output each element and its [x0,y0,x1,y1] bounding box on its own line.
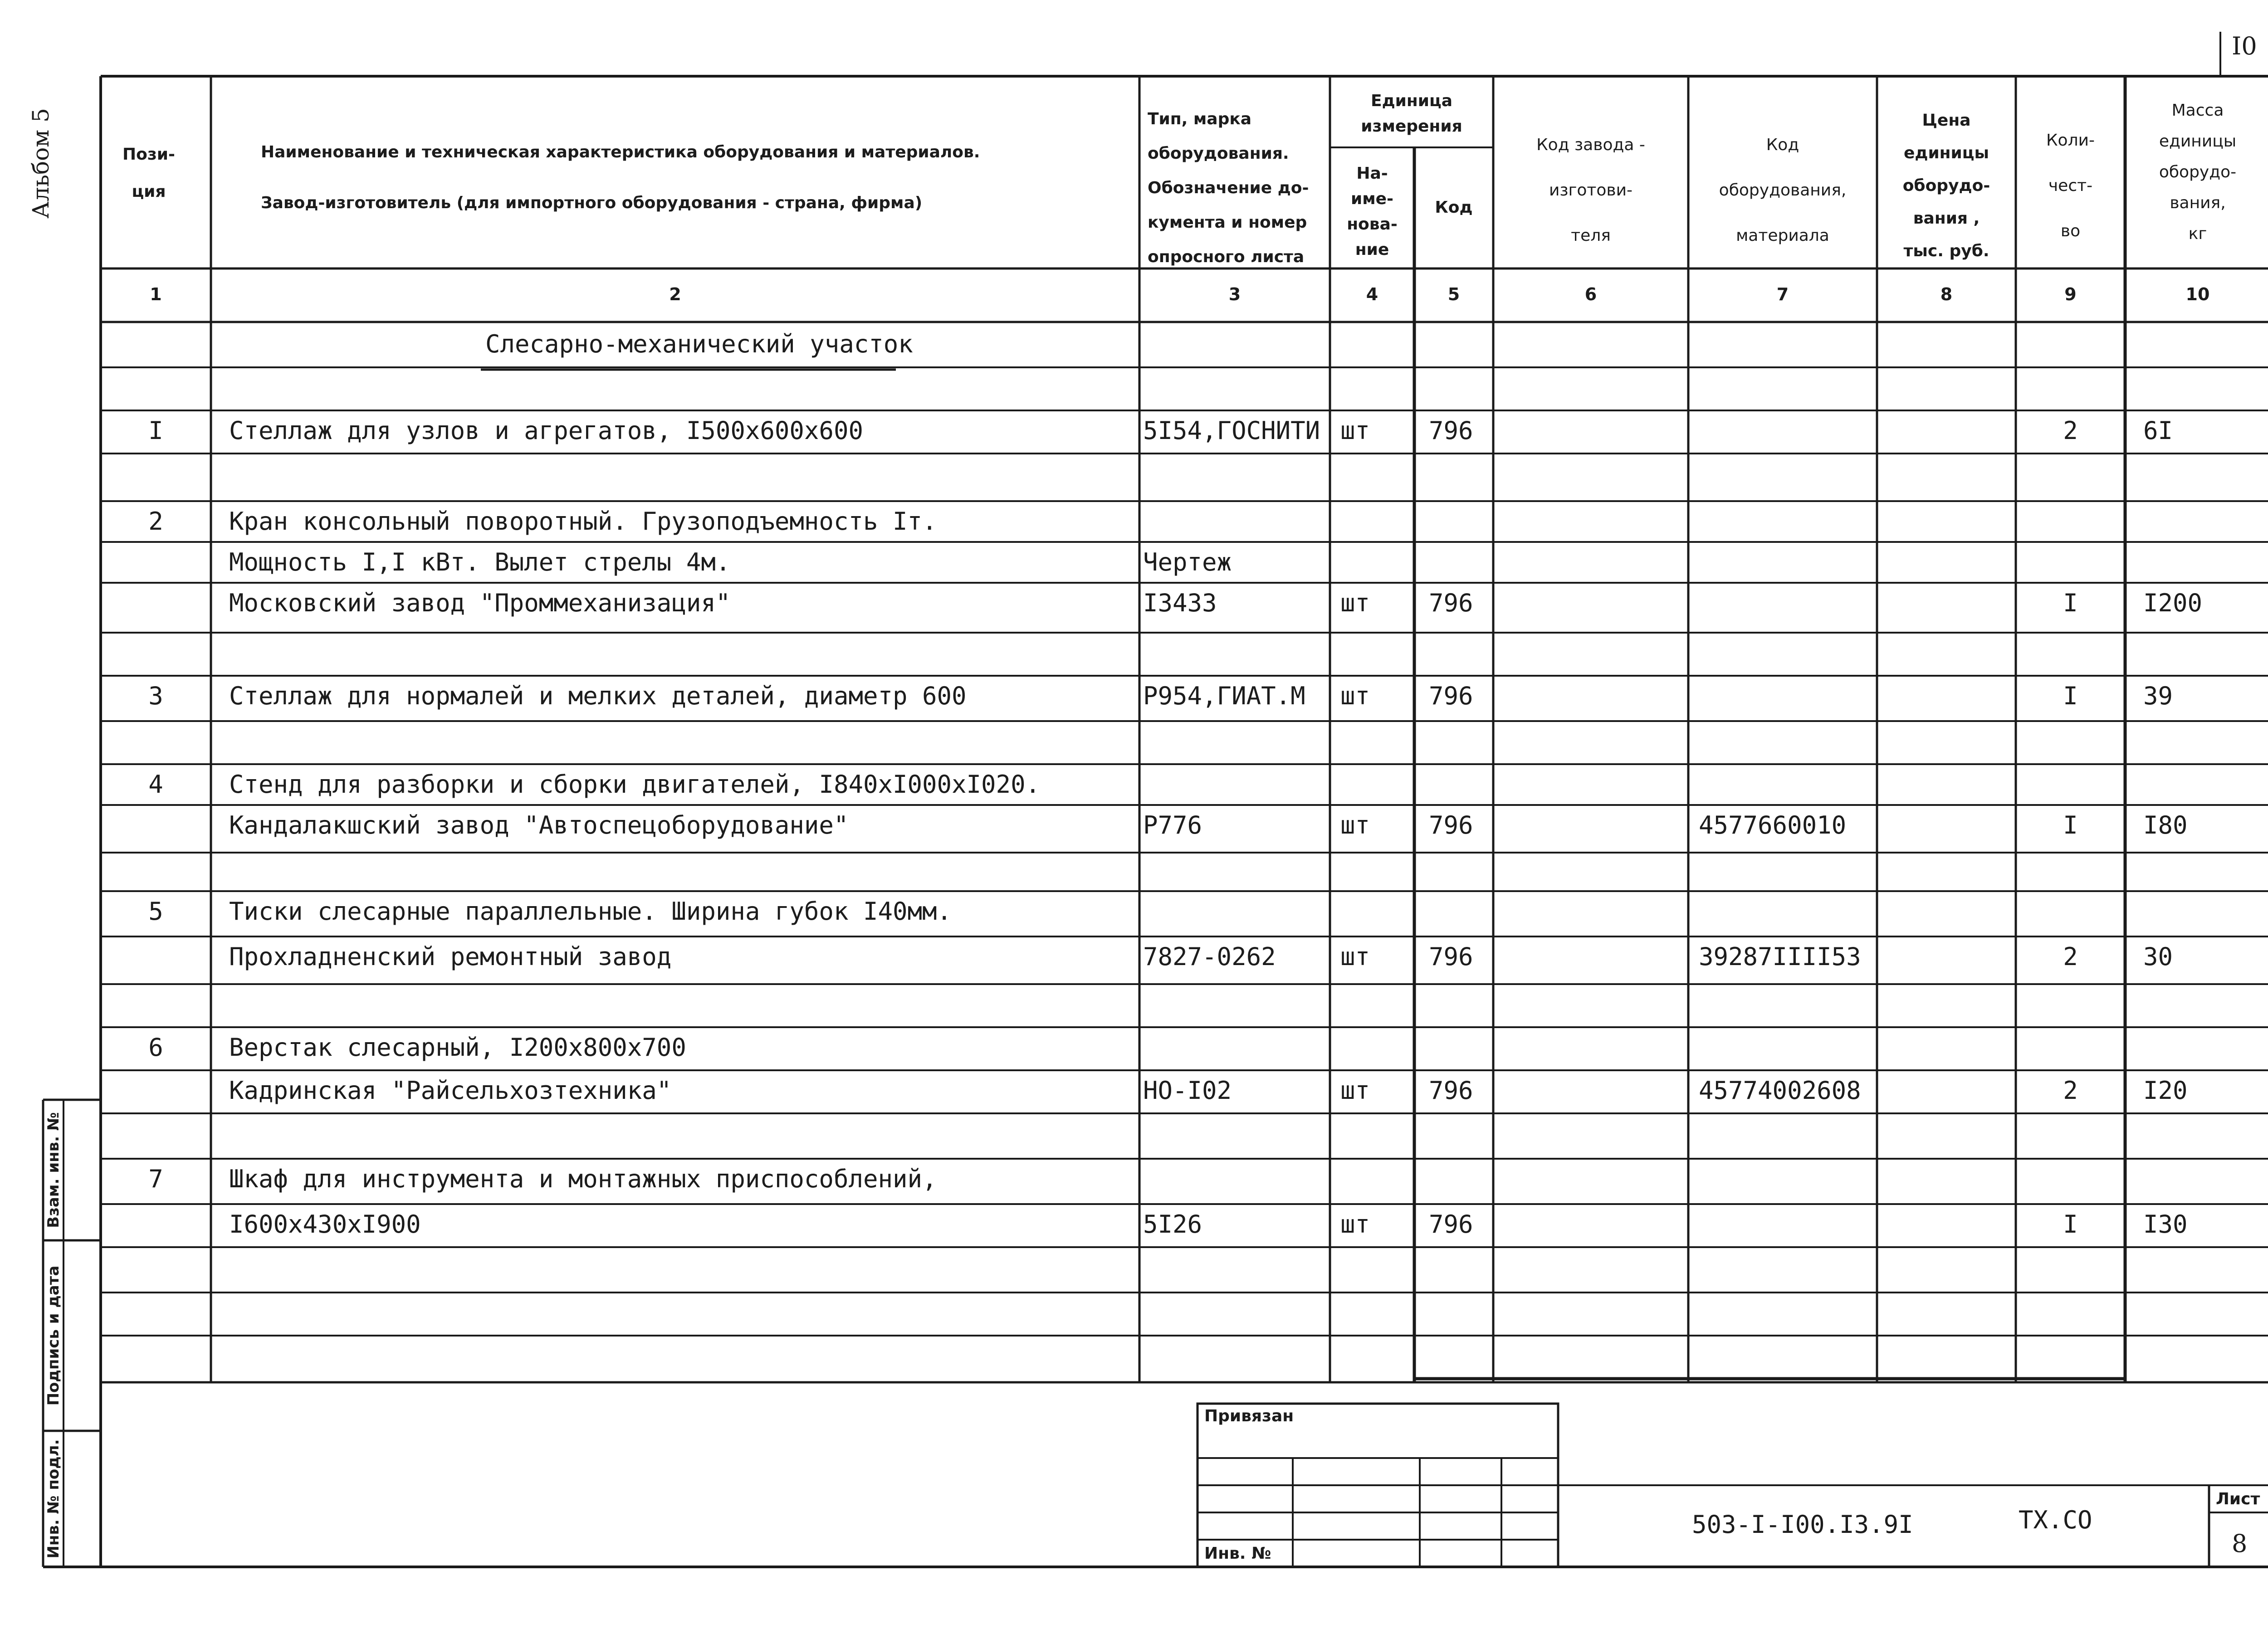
header-col8: Цена единицы оборудо- вания , тыс. руб. [1902,111,1990,260]
cell-mass: 30 [2143,942,2173,971]
cell-type: Чертеж [1143,548,1232,576]
cell-name: Верстак слесарный, I200х800х700 [229,1033,686,1062]
cell-position: 2 [148,507,163,536]
header-col4: На- име- нова- ние [1347,164,1398,259]
cell-mass: I20 [2143,1076,2188,1105]
col-number-7: 7 [1776,284,1789,304]
cell-name: Мощность I,I кВт. Вылет стрелы 4м. [229,548,731,576]
sheet-number: 8 [2232,1529,2248,1558]
cell-name: Прохладненский ремонтный завод [229,942,672,971]
cell-mass: 39 [2143,682,2173,710]
cell-unit: шт [1340,682,1370,710]
header-col1: Пози- ция [122,145,175,201]
header-col6: Код завода - изготови- теля [1536,136,1645,245]
cell-unit-code: 796 [1429,416,1473,445]
cell-equipment-code: 4577660010 [1699,811,1847,839]
document-mark: ТХ.СО [2019,1506,2092,1534]
cell-quantity: I [2063,1210,2078,1239]
cell-position: 7 [148,1165,163,1193]
cell-name: Тиски слесарные параллельные. Ширина губок I40мм. [229,897,952,926]
cell-type: НО-I02 [1143,1076,1232,1105]
cell-mass: I80 [2143,811,2188,839]
col-number-3: 3 [1228,284,1241,304]
cell-unit-code: 796 [1429,811,1473,839]
cell-equipment-code: 45774002608 [1699,1076,1861,1105]
header-col7: Код оборудования, материала [1719,136,1847,245]
cell-unit: шт [1340,416,1370,445]
cell-unit-code: 796 [1429,682,1473,710]
cell-mass: 6I [2143,416,2173,445]
cell-name: I600х430хI900 [229,1210,421,1239]
cell-name: Московский завод "Проммеханизация" [229,589,731,617]
cell-type: Р954,ГИАТ.М [1143,682,1305,710]
col-number-6: 6 [1584,284,1597,304]
cell-name: Шкаф для инструмента и монтажных приспособлений, [229,1165,937,1193]
cell-type: 7827-0262 [1143,942,1276,971]
cell-unit: шт [1340,589,1370,617]
col-number-8: 8 [1940,284,1953,304]
cell-quantity: 2 [2063,416,2078,445]
album-label: Альбом 5 [28,108,54,219]
cell-unit-code: 796 [1429,1076,1473,1105]
stamp-privyazan-label: Привязан [1204,1407,1294,1425]
cell-unit: шт [1340,1210,1370,1239]
col-number-1: 1 [150,284,162,304]
col-number-9: 9 [2064,284,2077,304]
cell-position: 5 [148,897,163,926]
cell-type: 5I26 [1143,1210,1202,1239]
col-number-2: 2 [669,284,681,304]
side-stamp-vzam-inv: Взам. инв. № [44,1112,63,1228]
col-number-4: 4 [1366,284,1378,304]
stamp-inv-no-label: Инв. № [1204,1544,1271,1563]
cell-unit: шт [1340,811,1370,839]
cell-mass: I30 [2143,1210,2188,1239]
cell-name: Кандалакшский завод "Автоспецоборудование" [229,811,849,839]
header-col9: Коли- чест- во [2046,131,2095,240]
cell-quantity: 2 [2063,1076,2078,1105]
col-number-10: 10 [2185,284,2210,304]
cell-unit-code: 796 [1429,1210,1473,1239]
cell-name: Кадринская "Райсельхозтехника" [229,1076,672,1105]
header-col5: Код [1435,198,1473,217]
header-col3: Тип, марка оборудования. Обозначение до- кумента и номер опросного листа [1148,110,1309,266]
cell-name: Кран консольный поворотный. Грузоподъемность Iт. [229,507,937,536]
cell-quantity: 2 [2063,942,2078,971]
col-number-5: 5 [1447,284,1460,304]
section-title: Слесарно-механический участок [485,330,913,358]
cell-unit-code: 796 [1429,942,1473,971]
cell-name: Стенд для разборки и сборки двигателей, I840хI000хI020. [229,770,1041,799]
cell-quantity: I [2063,682,2078,710]
cell-equipment-code: 39287IIII53 [1699,942,1861,971]
cell-position: 3 [148,682,163,710]
cell-unit-code: 796 [1429,589,1473,617]
cell-type: 5I54,ГОСНИТИ [1143,416,1320,445]
document-code: 503-I-I00.I3.9I [1692,1510,1913,1539]
sheet-corner-number: I0 [2232,32,2257,60]
sheet-label: Лист [2216,1490,2260,1508]
header-col10: Масса единицы оборудо- вания, кг [2159,101,2237,243]
header-unit-group: Единица измерения [1361,92,1462,136]
side-stamp-podpis-data: Подпись и дата [44,1265,63,1406]
cell-quantity: I [2063,811,2078,839]
cell-name: Стеллаж для нормалей и мелких деталей, диаметр 600 [229,682,967,710]
cell-type: Р776 [1143,811,1202,839]
cell-mass: I200 [2143,589,2203,617]
cell-position: I [148,416,163,445]
side-stamp-inv-podl: Инв. № подл. [44,1439,63,1559]
cell-name: Стеллаж для узлов и агрегатов, I500х600х600 [229,416,863,445]
cell-unit: шт [1340,1076,1370,1105]
cell-position: 4 [148,770,163,799]
cell-type: I3433 [1143,589,1217,617]
cell-quantity: I [2063,589,2078,617]
cell-unit: шт [1340,942,1370,971]
cell-position: 6 [148,1033,163,1062]
header-col2: Наименование и техническая характеристика оборудования и материалов. Завод-изготовитель (для импортного оборудования - страна, фирма) [261,143,980,212]
